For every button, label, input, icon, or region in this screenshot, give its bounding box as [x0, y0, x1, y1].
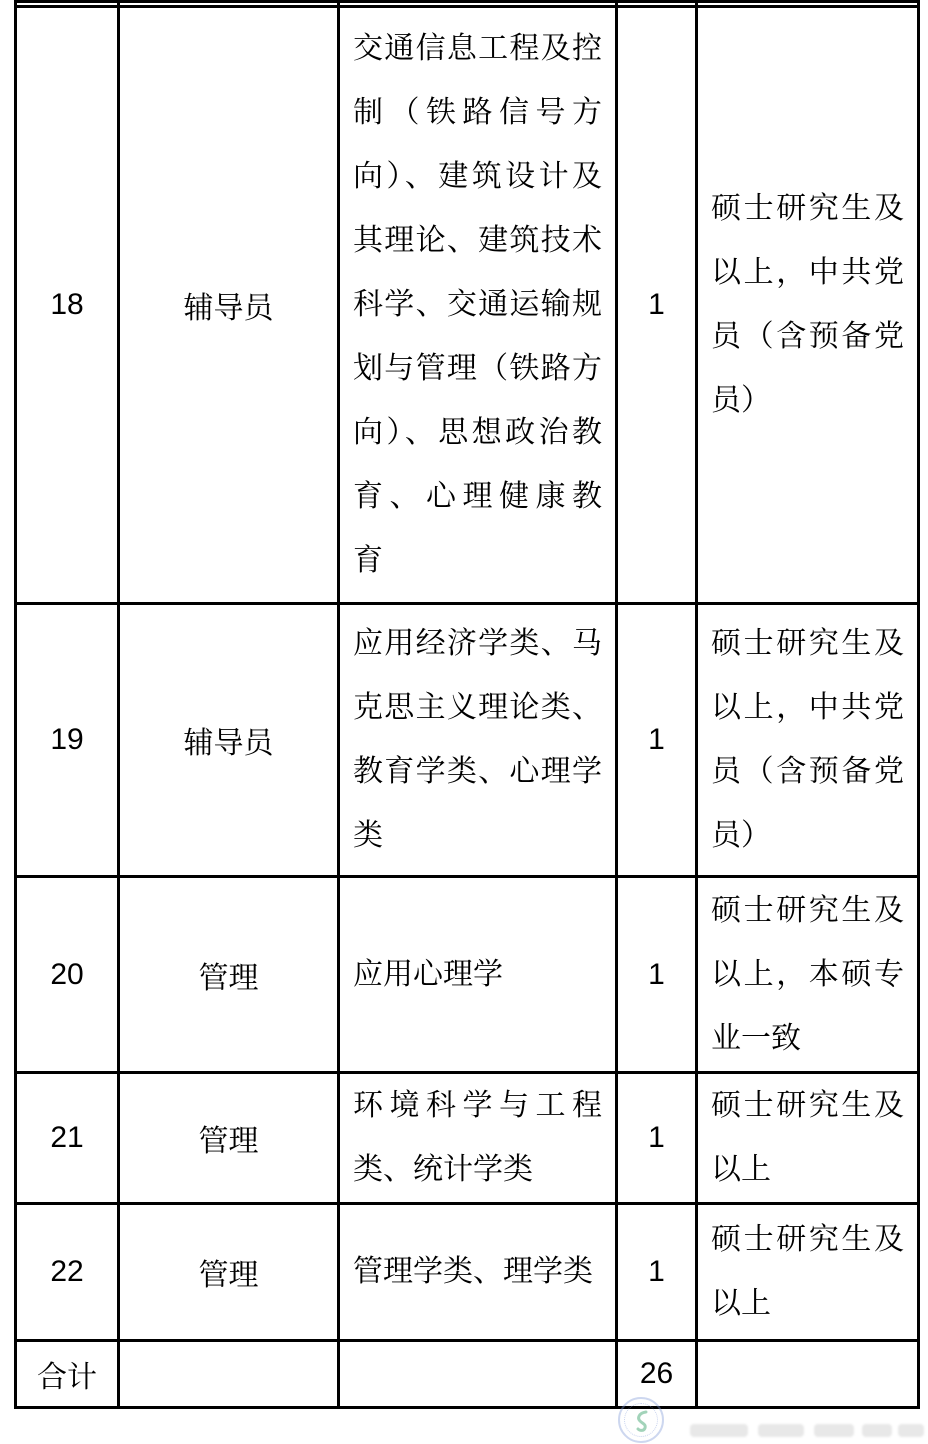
table-row [16, 7, 919, 604]
table-row [16, 1204, 919, 1341]
cell-seq: 18 [16, 7, 119, 604]
text-line: 向）、建筑设计及 [353, 160, 602, 193]
table-row [16, 604, 919, 877]
cell-count: 1 [617, 604, 697, 877]
cell-seq: 19 [16, 604, 119, 877]
table-row [16, 1073, 919, 1204]
text-line: 硕士研究生及 [711, 893, 904, 927]
text-line: 以上，中共党 [711, 256, 904, 289]
cell-requirement [697, 604, 919, 877]
text-line: 业一致 [711, 1021, 801, 1055]
cell-major [339, 1341, 617, 1408]
text-line: 员（含预备党 [711, 755, 904, 788]
cell-requirement [697, 1073, 919, 1204]
text-line: 硕士研究生及 [711, 192, 904, 225]
cell-position: 管理 [119, 877, 339, 1073]
text-line: 以上，中共党 [711, 691, 904, 724]
text-line: 科学、交通运输规 [353, 288, 602, 321]
text-line: 以上 [711, 1153, 771, 1186]
cell-requirement [697, 1204, 919, 1341]
watermark-text-trace [862, 1424, 892, 1437]
cell-seq: 21 [16, 1073, 119, 1204]
text-line: 管理学类、理学类 [353, 1255, 593, 1288]
cell-major [339, 604, 617, 877]
text-line: 员） [711, 384, 771, 417]
cell-total-count: 26 [617, 1341, 697, 1408]
text-line: 类、统计学类 [353, 1153, 533, 1186]
text-line: 育、心理健康教 [353, 480, 602, 513]
cell-count: 1 [617, 1073, 697, 1204]
cell-count: 1 [617, 7, 697, 604]
text-line: 硕士研究生及 [711, 627, 904, 660]
text-line: 其理论、建筑技术 [353, 224, 602, 257]
cell-position: 管理 [119, 1073, 339, 1204]
table-row [16, 877, 919, 1073]
text-line: 员） [711, 819, 771, 852]
cell-major [339, 877, 617, 1073]
text-line: 克思主义理论类、 [353, 691, 602, 724]
text-line: 硕士研究生及 [711, 1089, 904, 1122]
text-line: 育 [353, 544, 383, 577]
text-line: 划与管理（铁路方 [353, 352, 602, 385]
text-line: 向）、思想政治教 [353, 416, 602, 449]
text-line: 应用经济学类、马 [353, 627, 602, 660]
text-line: 制（铁路信号方 [353, 96, 602, 129]
text-line: 以上，本硕专 [711, 957, 904, 991]
cell-major [339, 1073, 617, 1204]
cell-major [339, 1204, 617, 1341]
cell-requirement [697, 877, 919, 1073]
text-line: 类 [353, 819, 383, 852]
cell-position: 辅导员 [119, 7, 339, 604]
cell-requirement [697, 7, 919, 604]
recruitment-table [14, 0, 920, 1409]
cell-requirement [697, 1341, 919, 1408]
watermark-text-trace [690, 1424, 748, 1437]
cell-position: 辅导员 [119, 604, 339, 877]
cell-seq: 20 [16, 877, 119, 1073]
text-line: 以上 [711, 1287, 771, 1320]
cell-seq: 22 [16, 1204, 119, 1341]
cell-total-label: 合计 [16, 1341, 119, 1408]
text-line: 硕士研究生及 [711, 1223, 904, 1256]
table-row-total [16, 1341, 919, 1408]
watermark-text-trace [898, 1424, 924, 1437]
cell-position [119, 1341, 339, 1408]
text-line: 环境科学与工程 [353, 1089, 602, 1122]
text-line: 员（含预备党 [711, 320, 904, 353]
cell-count: 1 [617, 1204, 697, 1341]
cell-count: 1 [617, 877, 697, 1073]
watermark-seal-icon [618, 1397, 664, 1443]
watermark-leaf-icon [634, 1410, 650, 1432]
cell-position: 管理 [119, 1204, 339, 1341]
text-line: 教育学类、心理学 [353, 755, 602, 788]
cell-major [339, 7, 617, 604]
text-line: 应用心理学 [353, 957, 503, 991]
text-line: 交通信息工程及控 [353, 32, 602, 65]
watermark-text-trace [814, 1424, 854, 1437]
watermark-text-trace [758, 1424, 804, 1437]
